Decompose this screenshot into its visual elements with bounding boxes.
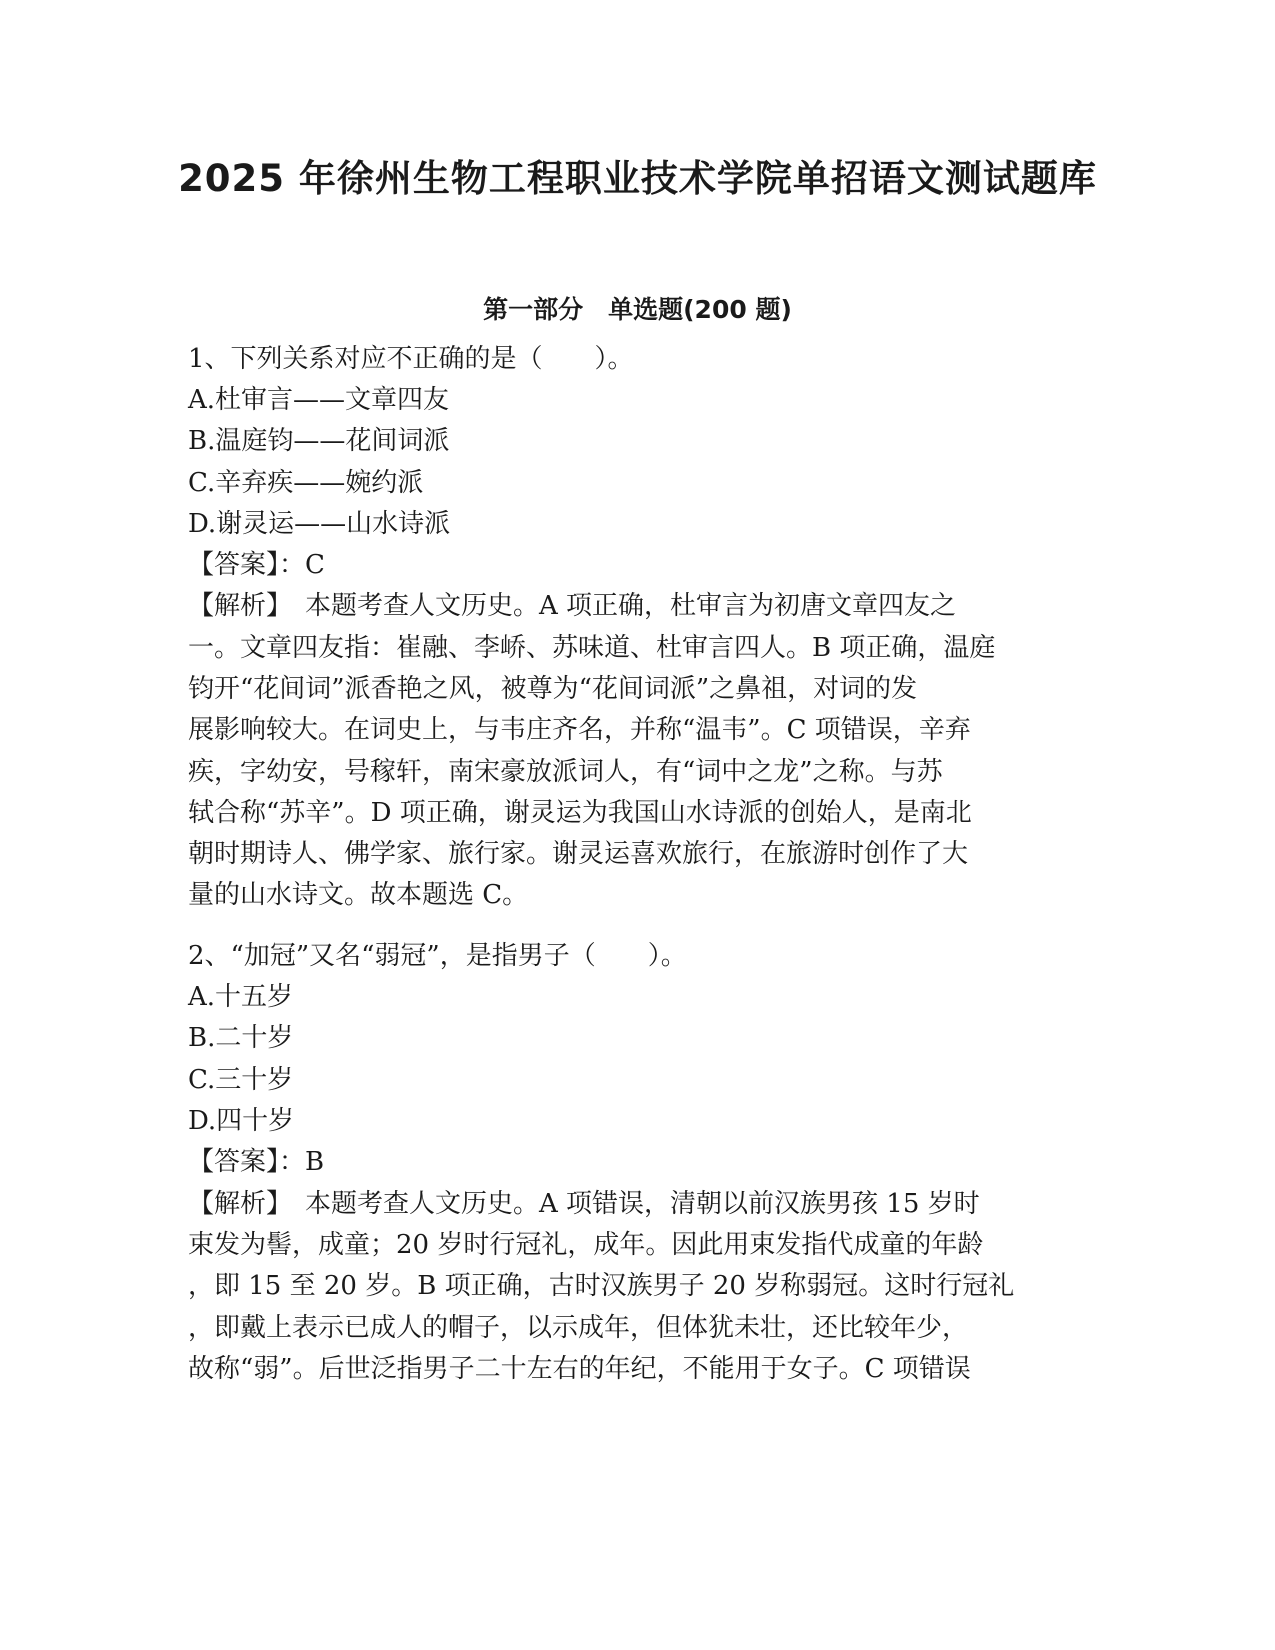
question-1-analysis-line: 疾，字幼安，号稼轩，南宋豪放派词人，有“词中之龙”之称。与苏 <box>188 757 943 787</box>
question-1-analysis-line: 一。文章四友指：崔融、李峤、苏味道、杜审言四人。B 项正确，温庭 <box>188 633 996 663</box>
question-1-analysis-line: 【解析】 本题考查人文历史。A 项正确，杜审言为初唐文章四友之 <box>188 591 957 621</box>
question-2-answer: 【答案】：B <box>188 1147 325 1177</box>
question-1-analysis-line: 量的山水诗文。故本题选 C。 <box>188 880 529 910</box>
question-1-option-d: D.谢灵运——山水诗派 <box>188 509 451 539</box>
question-1-analysis-line: 朝时期诗人、佛学家、旅行家。谢灵运喜欢旅行，在旅游时创作了大 <box>188 839 969 869</box>
question-1-stem: 1、下列关系对应不正确的是（ ）。 <box>188 344 634 374</box>
question-2-analysis-line: ，即戴上表示已成人的帽子，以示成年，但体犹未壮，还比较年少， <box>188 1313 969 1343</box>
question-1-option-c: C.辛弃疾——婉约派 <box>188 468 424 498</box>
question-1-answer: 【答案】：C <box>188 550 325 580</box>
question-2-analysis-line: 束发为髻，成童；20 岁时行冠礼，成年。因此用束发指代成童的年龄 <box>188 1230 984 1260</box>
question-1-analysis-line: 展影响较大。在词史上，与韦庄齐名，并称“温韦”。C 项错误，辛弃 <box>188 715 971 745</box>
document-title: 2025 年徐州生物工程职业技术学院单招语文测试题库 <box>178 157 1097 200</box>
question-1-analysis-line: 钧开“花间词”派香艳之风，被尊为“花间词派”之鼻祖，对词的发 <box>188 674 918 704</box>
question-2-option-b: B.二十岁 <box>188 1023 294 1053</box>
section-heading: 第一部分 单选题(200 题) <box>483 295 792 324</box>
question-2-analysis-line: ，即 15 至 20 岁。B 项正确，古时汉族男子 20 岁称弱冠。这时行冠礼 <box>188 1271 1015 1301</box>
question-2-stem: 2、“加冠”又名“弱冠”，是指男子（ ）。 <box>188 941 687 971</box>
question-2-analysis-line: 【解析】 本题考查人文历史。A 项错误，清朝以前汉族男孩 15 岁时 <box>188 1189 980 1219</box>
question-2-option-d: D.四十岁 <box>188 1106 295 1136</box>
question-2-option-a: A.十五岁 <box>188 982 294 1012</box>
question-1-analysis-line: 轼合称“苏辛”。D 项正确，谢灵运为我国山水诗派的创始人，是南北 <box>188 798 972 828</box>
question-2-analysis-line: 故称“弱”。后世泛指男子二十左右的年纪，不能用于女子。C 项错误 <box>188 1354 971 1384</box>
question-1-option-b: B.温庭钧——花间词派 <box>188 426 450 456</box>
question-1-option-a: A.杜审言——文章四友 <box>188 385 450 415</box>
question-2-option-c: C.三十岁 <box>188 1065 294 1095</box>
